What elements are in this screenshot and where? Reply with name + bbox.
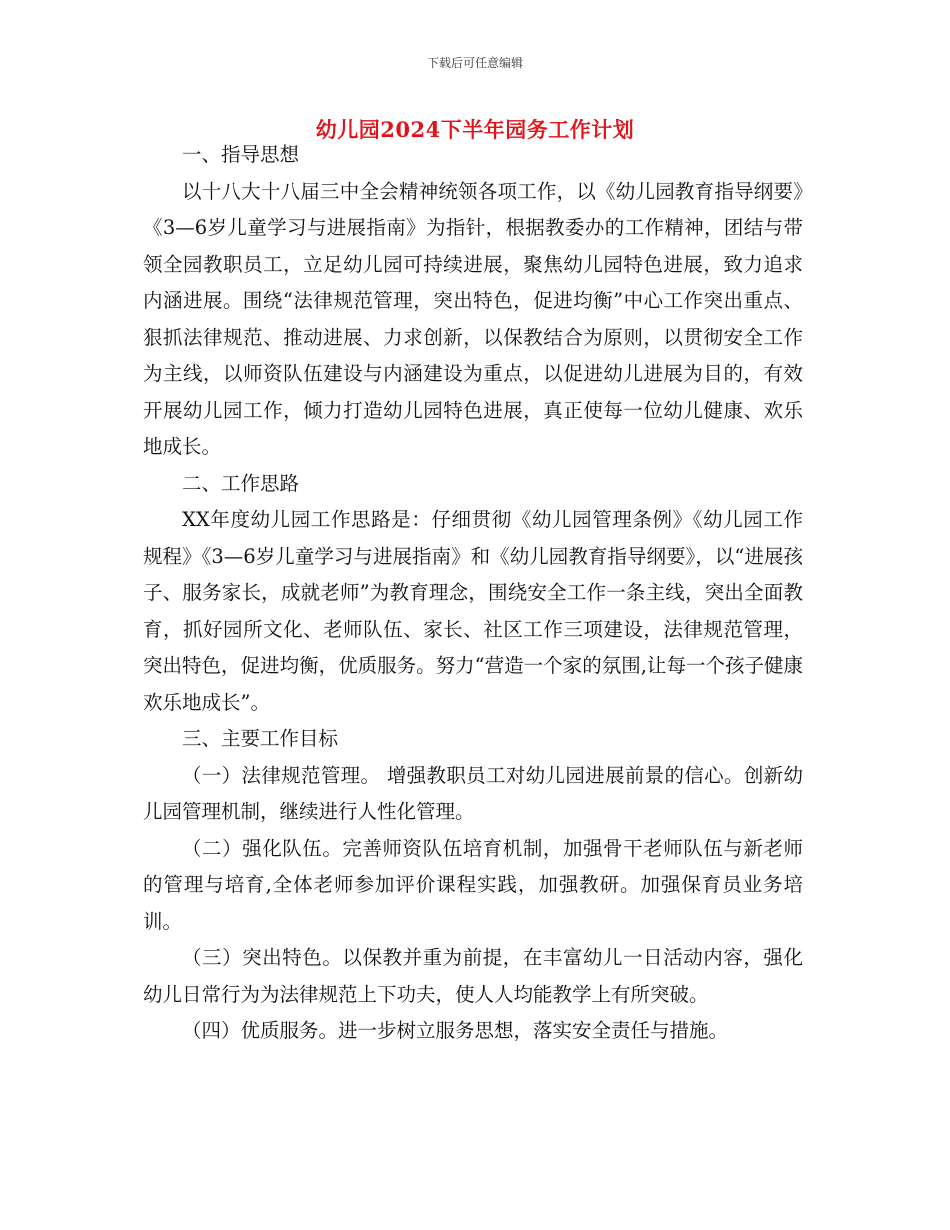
document-title: 幼儿园2024下半年园务工作计划	[315, 117, 635, 142]
section-heading-3: 三、主要工作目标	[182, 727, 339, 750]
section-heading-1: 一、指导思想	[182, 143, 300, 166]
goal-item-1: （一）法律规范管理。 增强教职员工对幼儿园进展前景的信心。创新幼儿园管理机制，继续进行人性化管理。	[143, 763, 803, 823]
paragraph-work-approach: XX年度幼儿园工作思路是：仔细贯彻《幼儿园管理条例》《幼儿园工作规程》《3—6岁儿童学习与进展指南》和《幼儿园教育指导纲要》，以“进展孩子、服务家长，成就老师”为教育理念，围绕安全工作一条主线，突出全面教育，抓好园所文化、老师队伍、家长、社区工作三项建设，法律规范管理，突出特色，促进均衡，优质服务。努力“营造一个家的氛围,让每一个孩子健康欢乐地成长”。	[143, 508, 803, 714]
document-body	[143, 137, 803, 1050]
goal-item-4: （四）优质服务。进一步树立服务思想，落实安全责任与措施。	[182, 1019, 729, 1042]
page-header: 下载后可任意编辑	[426, 56, 523, 70]
goal-item-3: （三）突出特色。以保教并重为前提，在丰富幼儿一日活动内容，强化幼儿日常行为为法律规范上下功夫，使人人均能教学上有所突破。	[143, 946, 803, 1006]
section-heading-2: 二、工作思路	[182, 471, 300, 495]
paragraph-guiding-thought: 以十八大十八届三中全会精神统领各项工作，以《幼儿园教育指导纲要》《3—6岁儿童学习与进展指南》为指针，根据教委办的工作精神，团结与带领全园教职员工，立足幼儿园可持续进展，聚焦幼儿园特色进展，致力追求内涵进展。围绕“法律规范管理，突出特色，促进均衡”中心工作突出重点、狠抓法律规范、推动进展、力求创新，以保教结合为原则，以贯彻安全工作为主线，以师资队伍建设与内涵建设为重点，以促进幼儿进展为目的，有效开展幼儿园工作，倾力打造幼儿园特色进展，真正使每一位幼儿健康、欢乐地成长。	[143, 179, 803, 458]
goal-item-2: （二）强化队伍。完善师资队伍培育机制，加强骨干老师队伍与新老师的管理与培育,全体老师参加评价课程实践，加强教研。加强保育员业务培训。	[143, 836, 803, 933]
